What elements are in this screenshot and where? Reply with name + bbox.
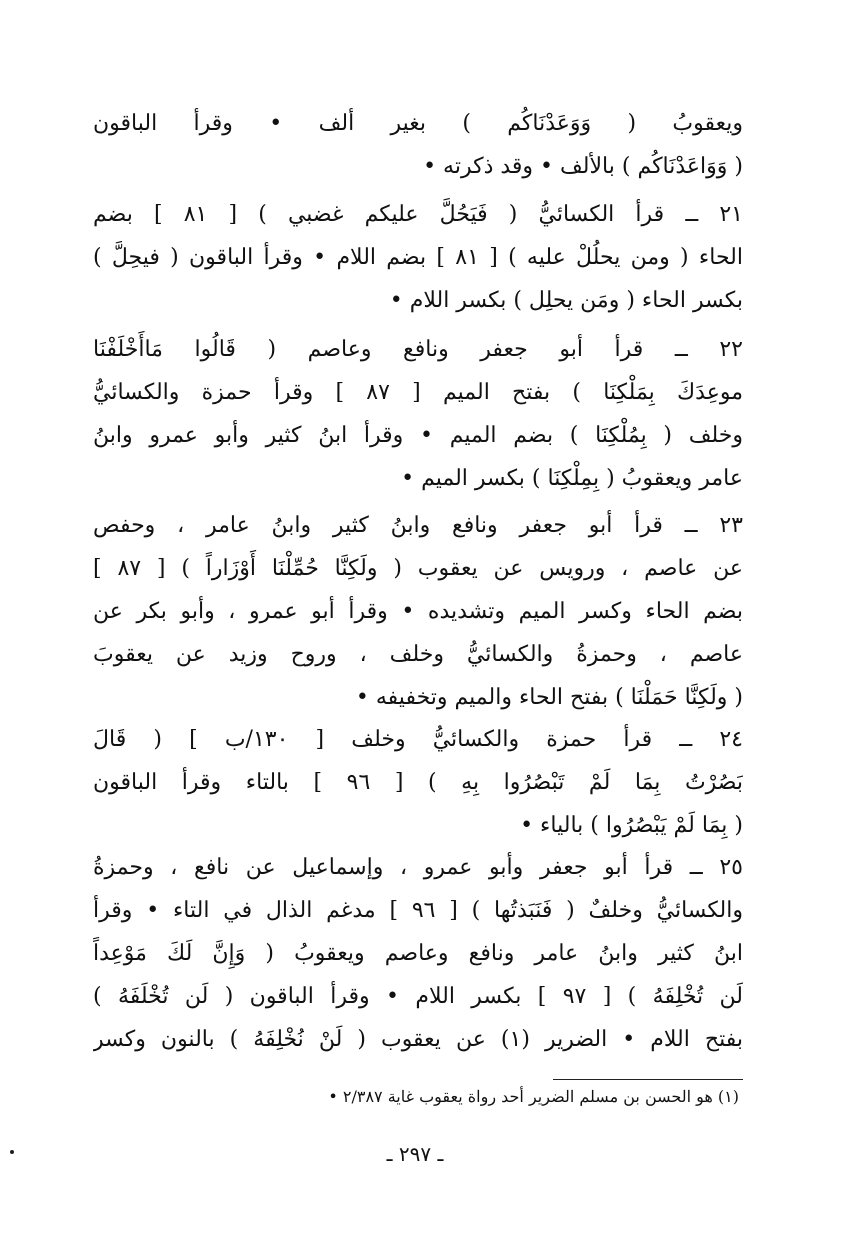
text-line: الحاء ( ومن يحلُلْ عليه ) [ ٨١ ] بضم اللام • وقرأ الباقون ( فيحِلَّ ) xyxy=(93,245,743,270)
page-number: ـ ٢٩٧ ـ xyxy=(386,1142,444,1166)
paragraph-24 xyxy=(93,718,743,847)
scan-mark xyxy=(10,1150,14,1154)
paragraph-25 xyxy=(93,846,743,1061)
text-line: موعِدَكَ بِمَلْكِنَا ) بفتح الميم [ ٨٧ ] وقرأ حمزة والكسائيُّ xyxy=(93,380,743,405)
text-line: ٢١ ــ قرأ الكسائيُّ ( فَيَحُلَّ عليكم غضبي ) [ ٨١ ] بضم xyxy=(93,202,743,227)
paragraph-22 xyxy=(93,328,743,500)
text-line: والكسائيُّ وخلفٌ ( فَنَبَذتُها ) [ ٩٦ ] مدغم الذال في التاء • وقرأ xyxy=(93,898,743,923)
paragraph-23 xyxy=(93,504,743,719)
text-line: ( بِمَا لَمْ يَبْصُرُوا ) بالياء • xyxy=(520,813,743,838)
text-line: بكسر الحاء ( ومَن يحلِل ) بكسر اللام • xyxy=(389,288,743,313)
text-line: عامر ويعقوبُ ( بِمِلْكِنَا ) بكسر الميم • xyxy=(401,466,743,491)
text-line: ابنُ كثير وابنُ عامر ونافع وعاصم ويعقوبُ ( وَإِنَّ لَكَ مَوْعِداً xyxy=(93,941,743,966)
text-line: ٢٢ ــ قرأ أبو جعفر ونافع وعاصم ( قَالُوا مَاأَخْلَفْنَا xyxy=(93,337,743,362)
text-line: بضم الحاء وكسر الميم وتشديده • وقرأ أبو عمرو ، وأبو بكر عن xyxy=(93,599,743,624)
footnote-divider xyxy=(553,1079,743,1080)
text-line: ٢٥ ــ قرأ أبو جعفر وأبو عمرو ، وإسماعيل عن نافع ، وحمزةُ xyxy=(93,855,743,880)
text-line: لَن تُخْلِفَهُ ) [ ٩٧ ] بكسر اللام • وقرأ الباقون ( لَن تُخْلَفَهُ ) xyxy=(93,984,743,1009)
text-line: عن عاصم ، ورويس عن يعقوب ( ولَكِنَّا حُمِّلْنَا أَوْزَاراً ) [ ٨٧ ] xyxy=(93,556,743,581)
paragraph-continuation xyxy=(93,102,743,188)
text-line: بفتح اللام • الضرير (١) عن يعقوب ( لَنْ نُخْلِفَهُ ) بالنون وكسر xyxy=(93,1027,743,1052)
text-line: وخلف ( بِمُلْكِنَا ) بضم الميم • وقرأ ابنُ كثير وأبو عمرو وابنُ xyxy=(93,423,743,448)
text-line: بَصُرْتُ بِمَا لَمْ تَبْصُرُوا بِهِ ) [ ٩٦ ] بالتاء وقرأ الباقون xyxy=(93,770,743,795)
footnote: (١) هو الحسن بن مسلم الضرير أحد رواة يعقوب غاية ٢/٣٨٧ • xyxy=(328,1087,739,1106)
text-line: عاصم ، وحمزةُ والكسائيُّ وخلف ، وروح وزيد عن يعقوبَ xyxy=(93,642,743,667)
paragraph-21 xyxy=(93,193,743,322)
text-line: ( ولَكِنَّا حَمَلْنَا ) بفتح الحاء والميم وتخفيفه • xyxy=(355,685,743,710)
text-line: ويعقوبُ ( وَوَعَدْنَاكُم ) بغير ألف • وقرأ الباقون xyxy=(93,111,743,136)
text-line: ٢٤ ــ قرأ حمزة والكسائيُّ وخلف [ ١٣٠/ب ] ( قَالَ xyxy=(93,727,743,752)
text-line: ( وَوَاعَدْنَاكُم ) بالألف • وقد ذكرته • xyxy=(423,154,743,179)
text-line: ٢٣ ــ قرأ أبو جعفر ونافع وابنُ كثير وابنُ عامر ، وحفص xyxy=(93,513,743,538)
